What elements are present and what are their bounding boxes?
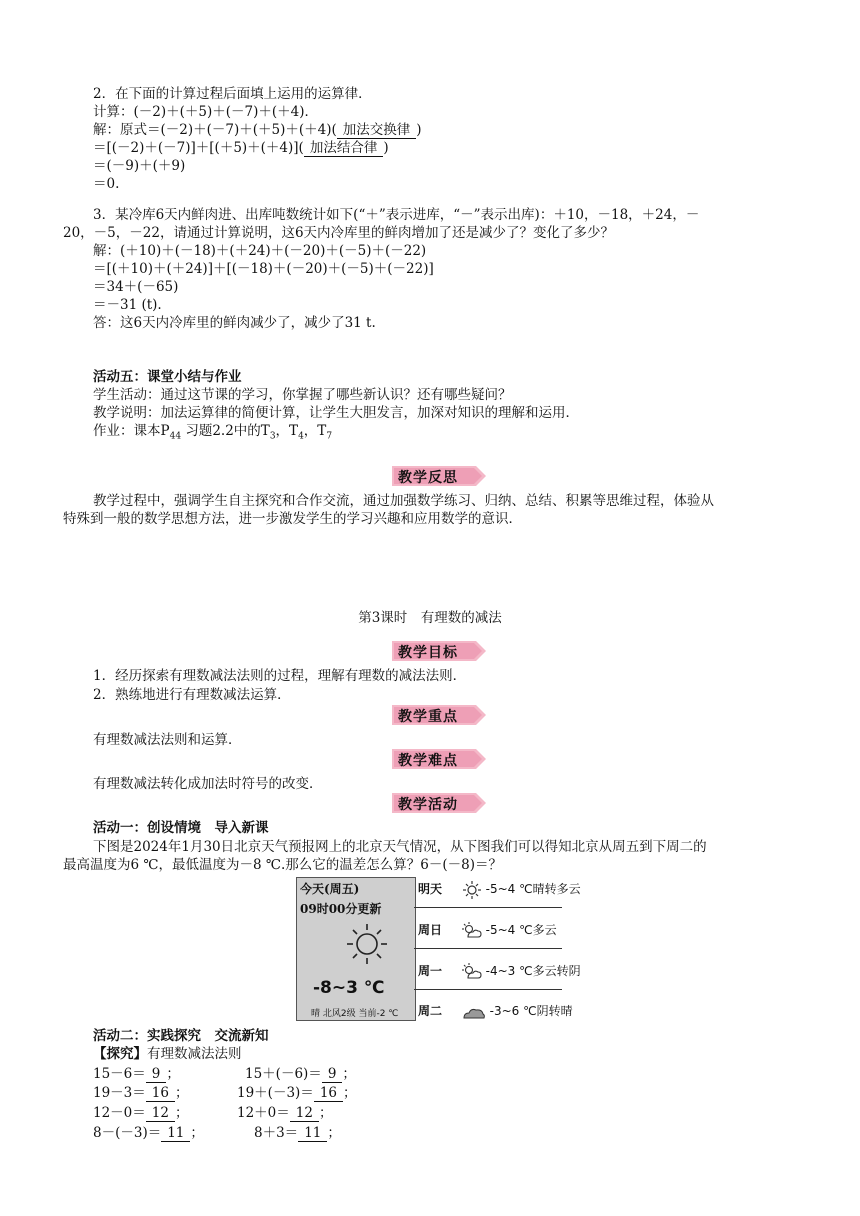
q2-step2-text: ＝[(－2)＋(－7)]＋[(＋5)＋(＋4)]( [93,140,304,156]
hw-t3-sub: 3 [269,431,276,442]
q2-step2-close: ) [383,140,389,156]
badge-activities-label: 教学活动 [398,797,458,813]
q3-step1: 解：(＋10)＋(－18)＋(＋24)＋(－20)＋(－5)＋(－22) [93,243,427,259]
q2-step4: ＝0. [93,176,120,192]
activity1-title: 活动一：创设情境 导入新课 [93,820,269,836]
q2-step1-answer: 加法交换律 [337,122,417,139]
exercise-sep: ； [327,1125,341,1141]
difficulty-point: 有理数减法转化成加法时符号的改变． [93,776,323,792]
exercise-expr: 19＋(－3)＝ [237,1085,314,1101]
exercise-answer: 9 [146,1066,167,1083]
exercise-answer: 11 [298,1125,327,1142]
exercise-expr: 12－0＝ [93,1105,146,1121]
partly-cloudy-icon [462,963,482,981]
exercise-left-4 [93,1124,204,1142]
forecast-day: 明天 [418,882,443,896]
exercise-expr: 12＋0＝ [237,1105,290,1121]
hw-page-sub: 44 [169,431,182,442]
forecast-text: -5~4 ℃晴转多云 [485,882,581,896]
exercise-expr: 15＋(－6)＝ [245,1066,322,1082]
activity5-homework [93,422,332,446]
exercise-answer: 12 [146,1105,175,1122]
forecast-divider [414,989,562,990]
explore-text: 有理数减法法则 [147,1046,242,1062]
exercise-expr: 19－3＝ [93,1085,146,1101]
activity5-title: 活动五：课堂小结与作业 [93,369,242,385]
exercise-expr: 15－6＝ [93,1066,146,1082]
q3-step4: ＝－31 (t). [93,297,162,313]
hw-text3: ，T [275,423,299,439]
exercise-answer: 16 [146,1085,175,1102]
cloud-icon [462,1003,486,1021]
forecast-row-monday [418,962,581,981]
forecast-text: -3~6 ℃阴转晴 [489,1004,573,1018]
exercise-left-1 [93,1065,180,1083]
forecast-divider [414,907,562,908]
exercise-right-2 [237,1084,357,1102]
q2-calc: 计算：(－2)＋(＋5)＋(－7)＋(＋4)． [93,104,318,120]
activity2-title: 活动二：实践探究 交流新知 [93,1028,269,1044]
exercise-sep: ； [342,1066,356,1082]
badge-reflection [392,465,488,487]
partly-cloudy-icon [462,922,482,940]
exercise-sep: ； [166,1066,180,1082]
forecast-row-tomorrow [418,880,581,899]
explore-label: 【探究】 [93,1046,147,1062]
sun-icon [345,922,389,966]
badge-activities [392,792,488,814]
q2-step1-text: 解：原式＝(－2)＋(－7)＋(＋5)＋(＋4)( [93,122,337,138]
activity5-teacher: 教学说明：加法运算律的简便计算，让学生大胆发言，加深对知识的理解和运用． [93,405,579,421]
reflection-line1: 教学过程中，强调学生自主探究和合作交流，通过加强数学练习、归纳、总结、积累等思维过程，体验从 [93,493,714,509]
exercise-sep: ； [343,1085,357,1101]
q3-line2: 20，－5，－22，请通过计算说明，这6天内冷库里的鲜肉增加了还是减少了？变化了多少？ [63,225,615,241]
forecast-day: 周二 [418,1004,443,1018]
exercise-right-4 [254,1124,341,1142]
exercise-sep: ； [174,1105,189,1121]
q3-step3: ＝34＋(－65) [93,279,179,295]
exercise-left-3 [93,1104,188,1122]
activity1-line2: 最高温度为6 ℃，最低温度为－8 ℃.那么它的温差怎么算？6－(－8)＝？ [63,857,502,873]
forecast-row-tuesday [418,1002,573,1021]
hw-text4: ，T [303,423,327,439]
exercise-sep: ； [190,1125,204,1141]
goal-1: 1．经历探索有理数减法法则的过程，理解有理数的减法法则． [93,668,467,684]
exercise-expr: 8－(－3)＝ [93,1125,162,1141]
exercise-answer: 12 [290,1105,319,1122]
hw-t7-sub: 7 [326,431,333,442]
q2-title: 2．在下面的计算过程后面填上运用的运算律． [93,86,372,102]
exercise-right-1 [245,1065,356,1083]
forecast-day: 周一 [418,964,443,978]
activity5-student: 学生活动：通过这节课的学习，你掌握了哪些新认识？还有哪些疑问？ [93,387,512,403]
forecast-text: -4~3 ℃多云转阴 [485,964,581,978]
weather-today-panel [296,877,416,1021]
badge-reflection-label: 教学反思 [398,470,458,486]
q3-step2: ＝[(＋10)＋(＋24)]＋[(－18)＋(－20)＋(－5)＋(－22)] [93,261,434,277]
weather-today-label: 今天(周五) [300,882,360,896]
reflection-line2: 特殊到一般的数学思想方法，进一步激发学生的学习兴趣和应用数学的意识． [63,511,522,527]
lesson3-title: 第3课时 有理数的减法 [358,610,502,626]
exercise-sep: ； [318,1105,333,1121]
exercise-answer: 9 [322,1066,343,1083]
forecast-row-sunday [418,921,557,940]
exercise-answer: 16 [314,1085,343,1102]
q2-step3: ＝(－9)＋(＋9) [93,158,186,174]
q3-answer: 答：这6天内冷库里的鲜肉减少了，减少了31 t. [93,315,376,331]
badge-key [392,704,488,726]
badge-goals-label: 教学目标 [398,645,458,661]
badge-difficulty [392,748,488,770]
q2-step1 [93,121,422,139]
sun-icon [462,881,482,899]
forecast-day: 周日 [418,923,443,937]
badge-difficulty-label: 教学难点 [398,753,458,769]
badge-key-label: 教学重点 [398,709,458,725]
exercise-left-2 [93,1084,188,1102]
exercise-expr: 8＋3＝ [254,1125,299,1141]
weather-updated: 09时00分更新 [300,902,382,916]
activity1-line1: 下图是2024年1月30日北京天气预报网上的北京天气情况，从下图我们可以得知北京从周五到下周二的 [93,839,707,855]
weather-today-temp: -8~3 ℃ [313,978,385,998]
hw-text: 作业：课本P [93,423,170,439]
explore-heading [93,1045,242,1063]
q2-step1-close: ) [416,122,422,138]
q3-line1: 3．某冷库6天内鲜肉进、出库吨数统计如下(“＋”表示进库，“－”表示出库)：＋10，－18，＋24，－ [93,207,700,223]
q2-step2-answer: 加法结合律 [304,140,384,157]
exercise-answer: 11 [161,1125,190,1142]
forecast-text: -5~4 ℃多云 [485,923,557,937]
exercise-right-3 [237,1104,332,1122]
forecast-divider [414,948,562,949]
q2-step2 [93,139,389,157]
exercise-sep: ； [174,1085,189,1101]
key-point: 有理数减法法则和运算． [93,732,242,748]
hw-t4-sub: 4 [298,431,304,442]
weather-today-footer: 晴 北风2级 当前-2 ℃ [311,1009,399,1019]
goal-2: 2．熟练地进行有理数减法运算． [93,687,291,703]
hw-text2: 习题2.2中的T [181,423,270,439]
badge-goals [392,640,488,662]
